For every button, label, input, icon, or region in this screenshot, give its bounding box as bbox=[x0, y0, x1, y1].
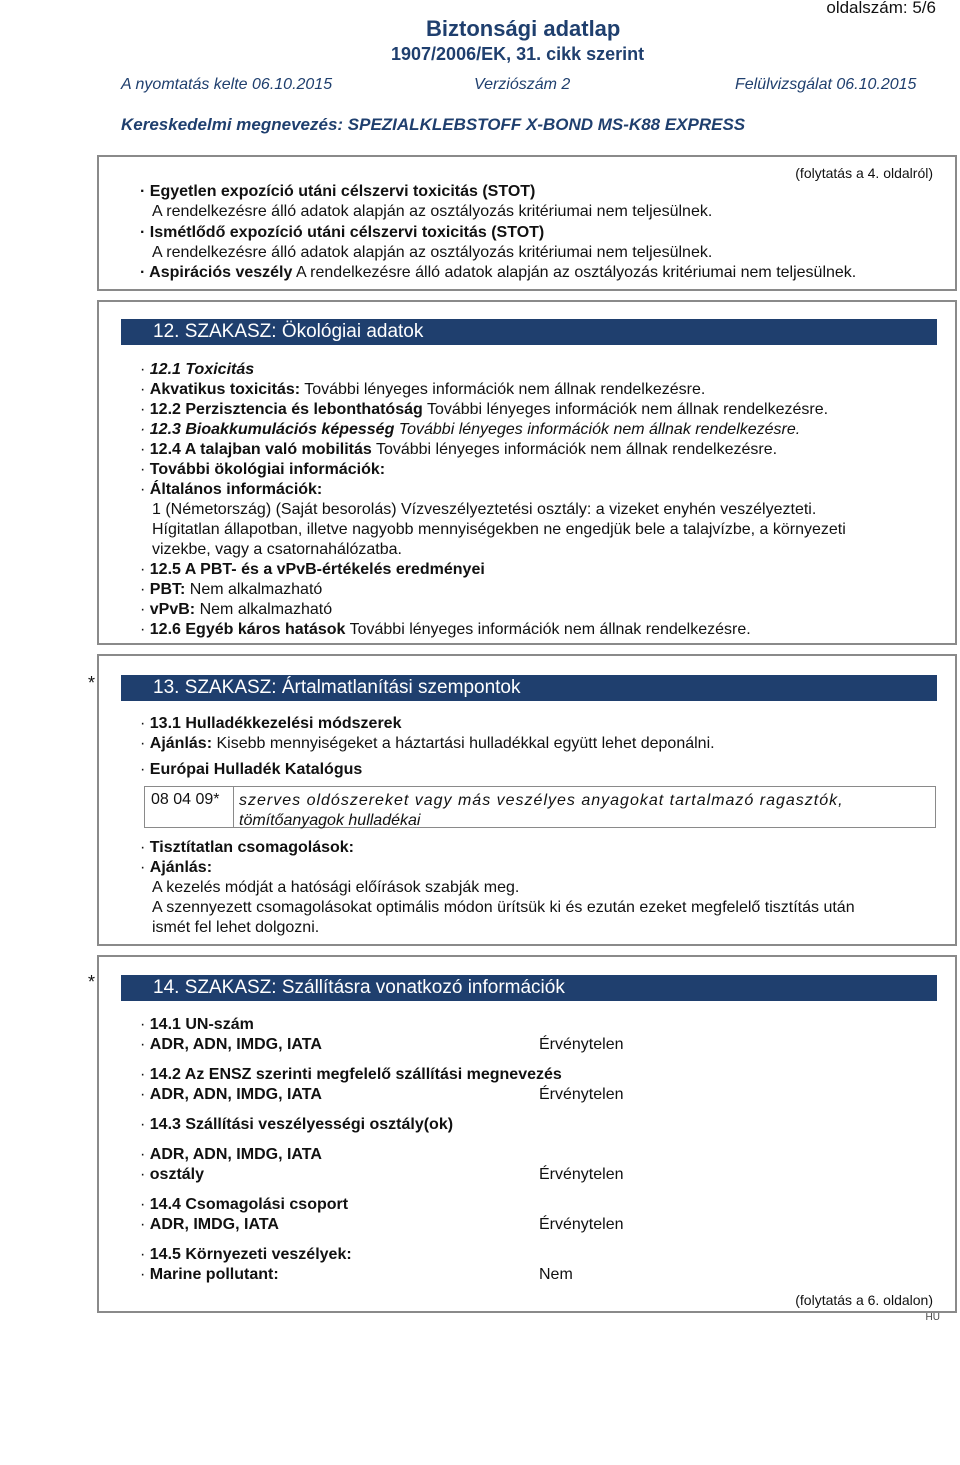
s12-persistence: · 12.2 Perzisztencia és lebonthatóság További lényeges információk nem állnak rendelkezésre. bbox=[140, 401, 829, 418]
s12-pbt: · PBT: Nem alkalmazható bbox=[140, 581, 323, 598]
s12-further-info: · További ökológiai információk: bbox=[140, 461, 386, 478]
s14-hazard-class-row: · ADR, ADN, IMDG, IATA bbox=[140, 1146, 322, 1163]
s12-mobility: · 12.4 A talajban való mobilitás További lényeges információk nem állnak rendelkezésre. bbox=[140, 441, 778, 458]
stot-single-heading: · Egyetlen expozíció utáni célszervi toxicitás (STOT) bbox=[140, 183, 536, 200]
s14-shipping-name: · 14.2 Az ENSZ szerinti megfelelő szállítási megnevezés bbox=[140, 1066, 562, 1083]
section-13-box bbox=[97, 654, 957, 946]
review-date: Felülvizsgálat 06.10.2015 bbox=[735, 76, 917, 93]
s14-un-number-row: · ADR, ADN, IMDG, IATA bbox=[140, 1036, 322, 1053]
s13-text-2: A szennyezett csomagolásokat optimális módon ürítsük ki és ezután ezeket megfelelő tisztítás után bbox=[152, 899, 855, 916]
ewc-divider bbox=[233, 787, 234, 827]
s13-recommendation: · Ajánlás: Kisebb mennyiségeket a háztartási hulladékkal együtt lehet deponálni. bbox=[140, 735, 715, 752]
trade-name: Kereskedelmi megnevezés: SPEZIALKLEBSTOFF X-BOND MS-K88 EXPRESS bbox=[121, 115, 746, 134]
s12-aquatic: · Akvatikus toxicitás: További lényeges információk nem állnak rendelkezésre. bbox=[140, 381, 706, 398]
s12-pbt-heading: · 12.5 A PBT- és a vPvB-értékelés eredményei bbox=[140, 561, 485, 578]
s12-vpvb: · vPvB: Nem alkalmazható bbox=[140, 601, 333, 618]
aspiration-hazard-line bbox=[140, 263, 856, 283]
continued-on-note: (folytatás a 6. oldalon) bbox=[795, 1292, 933, 1308]
stot-repeated-heading: · Ismétlődő expozíció utáni célszervi toxicitás (STOT) bbox=[140, 224, 545, 241]
s12-other-effects: · 12.6 Egyéb káros hatások További lényeges információk nem állnak rendelkezésre. bbox=[140, 621, 751, 638]
s12-dilution-1: Hígitatlan állapotban, illetve nagyobb mennyiségekben ne engedjük bele a talajvízbe, a környezeti bbox=[152, 521, 846, 538]
stot-single-text: A rendelkezésre álló adatok alapján az osztályozás kritériumai nem teljesülnek. bbox=[152, 203, 713, 220]
s14-shipping-name-row: · ADR, ADN, IMDG, IATA bbox=[140, 1086, 322, 1103]
s14-packing-group-value: Érvénytelen bbox=[539, 1216, 624, 1233]
version-number: Verziószám 2 bbox=[474, 76, 571, 93]
s12-dilution-2: vizekbe, vagy a csatornahálózatba. bbox=[152, 541, 402, 558]
s13-text-3: ismét fel lehet dolgozni. bbox=[152, 919, 320, 936]
section-13-title: 13. SZAKASZ: Ártalmatlanítási szempontok bbox=[121, 675, 937, 701]
section-12-title: 12. SZAKASZ: Ökológiai adatok bbox=[121, 319, 937, 345]
s14-class-row: · osztály bbox=[140, 1166, 205, 1183]
stot-repeated-text: A rendelkezésre álló adatok alapján az osztályozás kritériumai nem teljesülnek. bbox=[152, 244, 713, 261]
aspiration-text: A rendelkezésre álló adatok alapján az osztályozás kritériumai nem teljesülnek. bbox=[292, 264, 857, 281]
continued-from-note: (folytatás a 4. oldalról) bbox=[795, 165, 933, 181]
ewc-table bbox=[144, 786, 936, 828]
s13-waste-methods: · 13.1 Hulladékkezelési módszerek bbox=[140, 715, 402, 732]
ewc-description: szerves oldószereket vagy más veszélyes anyagokat tartalmazó ragasztók, tömítőanyagok hulladékai bbox=[239, 792, 844, 829]
s13-ewc-heading: · Európai Hulladék Katalógus bbox=[140, 761, 363, 778]
s14-un-number: · 14.1 UN-szám bbox=[140, 1016, 254, 1033]
s13-text-1: A kezelés módját a hatósági előírások szabják meg. bbox=[152, 879, 520, 896]
s14-hazard-class: · 14.3 Szállítási veszélyességi osztály(ok) bbox=[140, 1116, 454, 1133]
regulation-subtitle: 1907/2006/EK, 31. cikk szerint bbox=[391, 44, 645, 64]
section-14-title: 14. SZAKASZ: Szállításra vonatkozó információk bbox=[121, 975, 937, 1001]
ewc-code: 08 04 09* bbox=[151, 791, 220, 808]
s13-packaging-recommendation: · Ajánlás: bbox=[140, 859, 213, 876]
section-14-box bbox=[97, 955, 957, 1313]
s14-marine-pollutant-row: · Marine pollutant: bbox=[140, 1266, 279, 1283]
toxicology-continuation-box bbox=[97, 155, 957, 291]
section-12-box bbox=[97, 300, 957, 645]
section-13-change-marker: * bbox=[88, 673, 96, 693]
document-title: Biztonsági adatlap bbox=[426, 16, 621, 41]
s14-marine-pollutant-value: Nem bbox=[539, 1266, 573, 1283]
s12-water-hazard: 1 (Németország) (Saját besorolás) Vízveszélyeztetési osztály: a vizeket enyhén veszélyezteti. bbox=[152, 501, 817, 518]
print-date: A nyomtatás kelte 06.10.2015 bbox=[121, 76, 333, 93]
s14-class-value: Érvénytelen bbox=[539, 1166, 624, 1183]
s14-shipping-name-value: Érvénytelen bbox=[539, 1086, 624, 1103]
page-number: oldalszám: 5/6 bbox=[826, 0, 936, 17]
s12-toxicity: · 12.1 Toxicitás bbox=[140, 361, 255, 378]
s12-bioaccumulation: · 12.3 Bioakkumulációs képesség További lényeges információk nem állnak rendelkezésre. bbox=[140, 421, 801, 438]
language-code: HU bbox=[925, 1312, 940, 1323]
aspiration-label: · Aspirációs veszély bbox=[140, 264, 293, 281]
s14-un-number-value: Érvénytelen bbox=[539, 1036, 624, 1053]
s14-packing-group-row: · ADR, IMDG, IATA bbox=[140, 1216, 279, 1233]
section-14-change-marker: * bbox=[88, 972, 96, 992]
s14-packing-group: · 14.4 Csomagolási csoport bbox=[140, 1196, 349, 1213]
s14-environmental-hazards: · 14.5 Környezeti veszélyek: bbox=[140, 1246, 352, 1263]
s13-uncleaned-packaging: · Tisztítatlan csomagolások: bbox=[140, 839, 354, 856]
s12-general-info: · Általános információk: bbox=[140, 481, 323, 498]
